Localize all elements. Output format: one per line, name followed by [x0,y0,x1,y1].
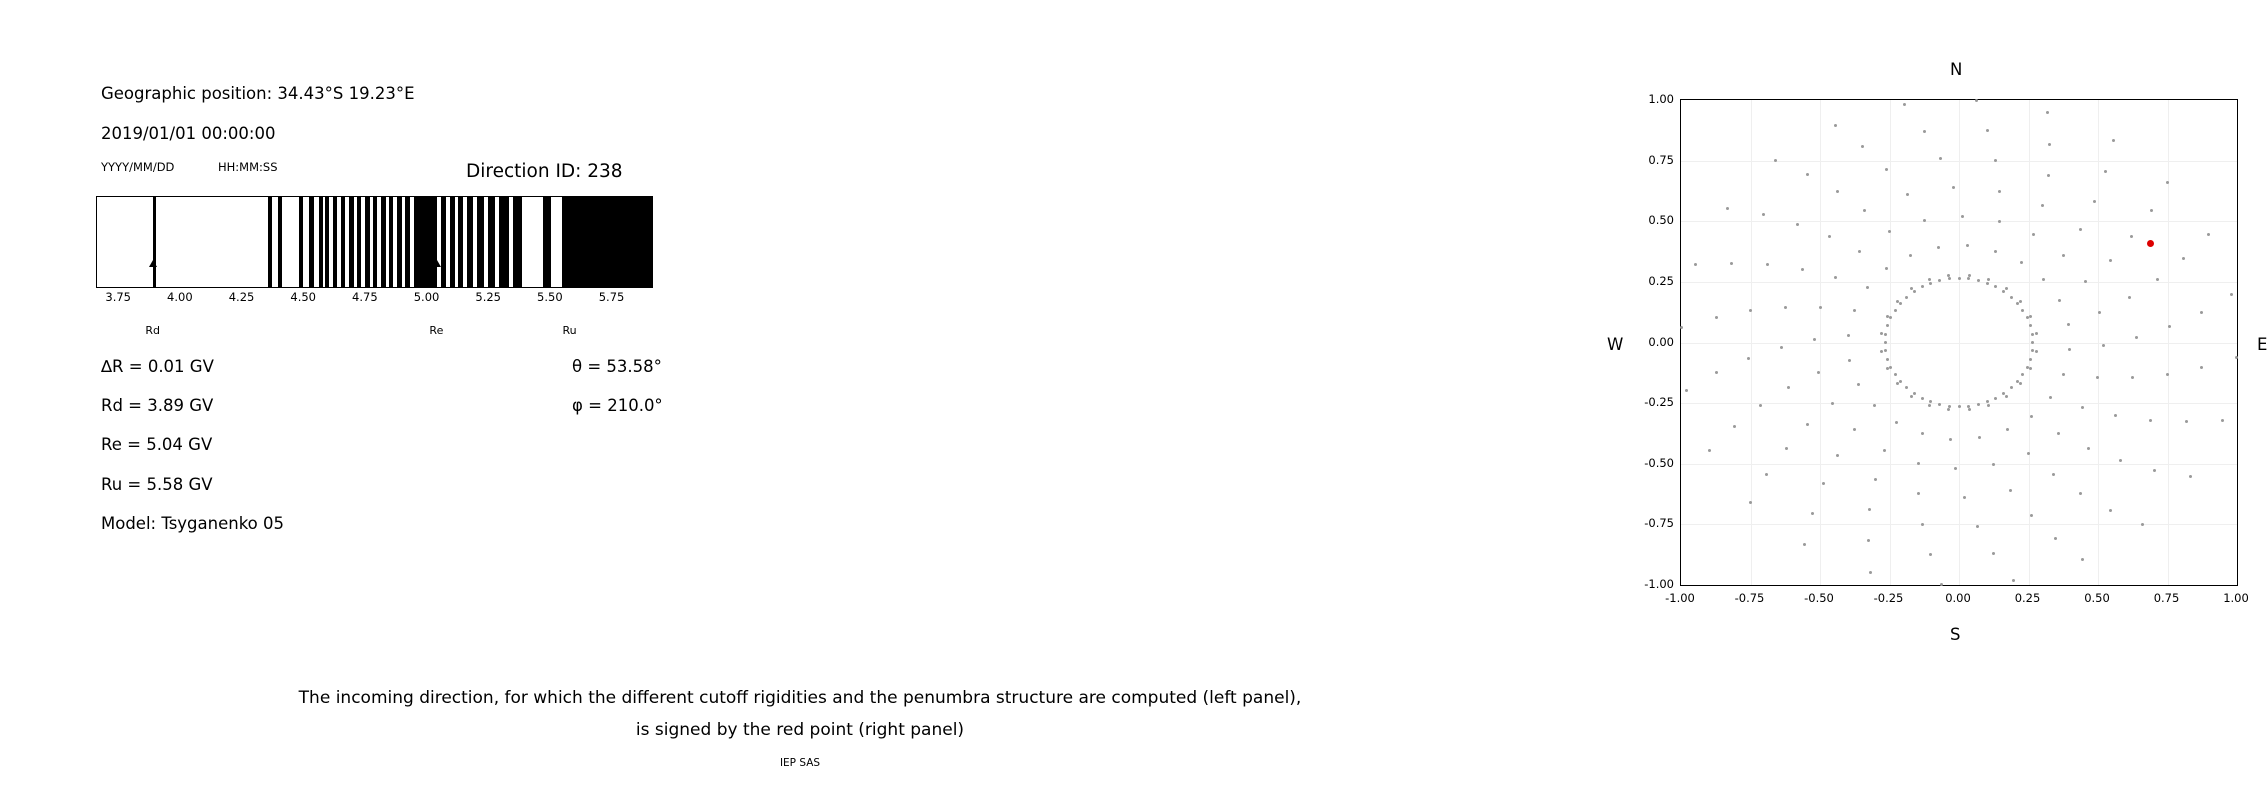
direction-point [2168,325,2171,328]
y-axis-ticks [1620,92,1680,591]
direction-point [2150,209,2153,212]
x-axis-ticks [1665,587,2249,617]
caption-line-1: The incoming direction, for which the different cutoff rigidities and the penumbra structure are computed (left panel), [298,688,1302,708]
direction-point [2149,419,2152,422]
marker-label-re: Re [429,324,444,337]
direction-point [2005,395,2008,398]
penumbra-band [349,197,354,287]
direction-point [2049,396,2052,399]
y-tick-label: -0.75 [1644,516,1674,531]
direction-point [1883,449,1886,452]
direction-point [1954,467,1957,470]
direction-point [1885,168,1888,171]
direction-point [1998,220,2001,223]
penumbra-band [325,197,329,287]
direction-point [1968,274,1971,277]
caption-line-2: is signed by the red point (right panel) [635,720,965,740]
direction-point [2009,489,2012,492]
direction-point [2200,311,2203,314]
direction-point [1967,405,1970,408]
credit-label: IEP SAS [779,757,821,769]
penumbra-band [278,197,282,287]
direction-point [1947,274,1950,277]
direction-point [1762,213,1765,216]
direction-point [2031,333,2034,336]
penumbra-tick-label: 3.75 [105,290,131,304]
direction-point [1896,382,1899,385]
direction-point [2156,278,2159,281]
direction-point [1921,523,1924,526]
x-tick-label: -0.25 [1873,591,1904,605]
direction-point [2062,373,2065,376]
x-tick-label: -0.50 [1804,591,1834,605]
y-tick-label: -0.50 [1644,455,1674,470]
x-tick-label: 0.25 [2014,591,2041,605]
gridline-horizontal [1681,343,2237,344]
penumbra-band [397,197,402,287]
direction-point [1853,309,1856,312]
direction-point [1848,359,1851,362]
time-format-label: HH:MM:SS [218,160,278,174]
direction-point [1780,346,1783,349]
direction-point [1819,306,1822,309]
direction-point [1899,302,1902,305]
direction-point [2027,452,2030,455]
penumbra-tick-label: 5.50 [537,290,563,304]
direction-point [2021,309,2024,312]
direction-point [1929,553,1932,556]
penumbra-band [373,197,377,287]
direction-point [2058,299,2061,302]
direction-point [2005,287,2008,290]
direction-point [2031,341,2034,344]
direction-point [1889,366,1892,369]
direction-point [1866,286,1869,289]
direction-point [2093,200,2096,203]
penumbra-tick-label: 4.75 [352,290,378,304]
direction-point [1828,235,1831,238]
direction-point [2131,376,2134,379]
penumbra-band [319,197,323,287]
direction-point [1836,190,1839,193]
penumbra-tick-label: 5.75 [598,290,625,304]
direction-point [1963,496,1966,499]
direction-point [1884,333,1887,336]
geographic-position: Geographic position: 34.43°S 19.23°E [101,84,415,103]
direction-point [2098,311,2101,314]
direction-point [2079,228,2082,231]
x-tick-label: 1.00 [2223,591,2249,605]
direction-point [2109,509,2112,512]
direction-point [1976,525,1979,528]
penumbra-tick-label: 4.50 [290,290,316,304]
direction-point [1863,209,1866,212]
direction-point [1917,492,1920,495]
direction-point [1803,543,1806,546]
penumbra-band [341,197,345,287]
direction-point [1759,404,1762,407]
penumbra-band [405,197,410,287]
direction-point [1784,306,1787,309]
direction-point [1857,383,1860,386]
stat-model: Model: Tsyganenko 05 [101,514,285,533]
direction-point [2031,349,2034,352]
direction-point [2067,323,2070,326]
direction-point [1958,277,1961,280]
direction-point [2068,348,2071,351]
y-tick-label: 1.00 [1648,92,1674,106]
penumbra-band [458,197,463,287]
direction-point [1813,338,1816,341]
penumbra-band [477,197,484,287]
direction-point [2030,514,2033,517]
direction-point [1888,230,1891,233]
direction-point [1978,436,1981,439]
direction-point [2102,344,2105,347]
direction-point [1952,186,1955,189]
direction-point [1948,405,1951,408]
compass-south: S [1950,625,1961,644]
direction-point [2019,300,2022,303]
direction-point [1894,373,1897,376]
date-format-label: YYYY/MM/DD [101,160,175,174]
direction-point [1923,219,1926,222]
direction-point [1966,244,1969,247]
direction-point [2114,414,2117,417]
penumbra-band [441,197,446,287]
direction-point [1880,332,1883,335]
direction-point [2079,492,2082,495]
penumbra-band [357,197,361,287]
direction-point [1910,395,1913,398]
stat-rd: Rd = 3.89 GV [101,396,214,415]
direction-point [1949,438,1952,441]
gridline-vertical [2098,100,2099,585]
direction-point [1715,371,1718,374]
direction-point [1806,173,1809,176]
penumbra-band [488,197,495,287]
direction-point [1998,190,2001,193]
direction-point [2109,259,2112,262]
direction-point [2104,170,2107,173]
datetime-value: 2019/01/01 00:00:00 [101,124,276,143]
direction-point [2020,261,2023,264]
direction-point [1853,428,1856,431]
direction-point [2081,406,2084,409]
direction-point [1938,403,1941,406]
penumbra-tick-label: 5.00 [413,290,440,304]
stat-re: Re = 5.04 GV [101,435,213,454]
x-tick-label: -1.00 [1665,591,1695,605]
direction-point [2141,523,2144,526]
direction-point [2207,233,2210,236]
direction-point [2084,280,2087,283]
direction-point [2182,257,2185,260]
direction-point [1730,262,1733,265]
direction-point [2016,302,2019,305]
gridline-vertical [2168,100,2169,585]
penumbra-band [309,197,314,287]
direction-point [2087,447,2090,450]
direction-point [1905,386,1908,389]
direction-point [1906,193,1909,196]
direction-point [1685,389,1688,392]
direction-point [1861,145,1864,148]
marker-arrow-ru [570,260,571,288]
penumbra-band [381,197,386,287]
direction-point [2221,419,2224,422]
direction-point [2081,558,2084,561]
direction-point [2029,367,2032,370]
direction-point [1987,278,1990,281]
penumbra-band [333,197,338,287]
direction-point [2035,350,2038,353]
y-tick-label: -0.25 [1644,395,1674,410]
direction-point [1822,482,1825,485]
direction-point [2021,373,2024,376]
direction-point [1874,478,1877,481]
direction-point [1967,277,1970,280]
direction-point [1994,397,1997,400]
direction-point [1929,282,1932,285]
y-tick-label: 0.75 [1648,152,1674,167]
gridline-vertical [2029,100,2030,585]
direction-point [2046,111,2049,114]
direction-point [1886,315,1889,318]
penumbra-band [389,197,393,287]
stat-theta: θ = 53.58° [572,357,662,376]
direction-point [2035,332,2038,335]
left-panel [0,0,760,660]
direction-point [1940,583,1943,586]
direction-point [1986,282,1989,285]
direction-point [1880,350,1883,353]
direction-point [1884,341,1887,344]
direction-point [1749,309,1752,312]
direction-point [1787,386,1790,389]
direction-point [1834,276,1837,279]
direction-point [1680,326,1683,329]
direction-point [1994,285,1997,288]
direction-point [1905,296,1908,299]
penumbra-band [365,197,370,287]
penumbra-tick-label: 4.00 [167,290,193,304]
direction-point [2030,415,2033,418]
direction-point [1994,159,1997,162]
asymptotic-directions-plot [1680,99,2238,586]
direction-point [2130,235,2133,238]
right-panel [780,0,2267,660]
direction-point [1913,290,1916,293]
direction-point [2042,278,2045,281]
direction-point [1886,367,1889,370]
direction-point [2189,475,2192,478]
direction-point [1986,129,1989,132]
compass-east: E [2257,335,2267,354]
direction-point [1831,402,1834,405]
direction-point [2029,324,2032,327]
direction-point [2032,233,2035,236]
direction-point [1894,309,1897,312]
direction-point [1968,408,1971,411]
direction-point [1885,267,1888,270]
direction-point [1834,124,1837,127]
penumbra-band [450,197,455,287]
direction-point [1895,421,1898,424]
gridline-horizontal [1681,161,2237,162]
direction-point [2128,296,2131,299]
direction-id-label: Direction ID: 238 [466,161,623,182]
direction-point [1948,277,1951,280]
direction-point [1921,285,1924,288]
direction-point [1994,250,1997,253]
direction-point [1694,263,1697,266]
direction-point [1977,279,1980,282]
direction-point [2054,537,2057,540]
marker-arrow-re [436,260,437,288]
direction-point [1921,432,1924,435]
direction-point [1889,316,1892,319]
direction-point [2112,139,2115,142]
stat-phi: φ = 210.0° [572,396,663,415]
gridline-horizontal [1681,221,2237,222]
direction-point [2041,204,2044,207]
direction-point [1909,254,1912,257]
penumbra-band [467,197,473,287]
direction-point [1958,405,1961,408]
direction-point [2029,358,2032,361]
direction-point [2010,296,2013,299]
direction-point [1961,215,1964,218]
direction-point [2010,386,2013,389]
direction-point [1715,316,1718,319]
direction-point [1733,425,1736,428]
direction-point [1928,278,1931,281]
direction-point [1766,263,1769,266]
direction-point [1726,207,1729,210]
penumbra-band [299,197,303,287]
direction-point [1977,403,1980,406]
penumbra-band [268,197,272,287]
direction-point [1987,404,1990,407]
penumbra-band [513,197,523,287]
direction-point [2119,459,2122,462]
direction-point [1801,268,1804,271]
direction-point [1708,449,1711,452]
direction-point [1774,159,1777,162]
direction-point [1868,508,1871,511]
direction-point [1899,380,1902,383]
direction-point [1873,404,1876,407]
penumbra-tick-label: 4.25 [228,290,255,304]
penumbra-band [414,197,437,287]
gridline-horizontal [1681,282,2237,283]
direction-point [2048,143,2051,146]
direction-point [2166,373,2169,376]
direction-point [1921,397,1924,400]
direction-point [1975,99,1978,102]
direction-point [2029,315,2032,318]
direction-point [2057,432,2060,435]
direction-point [1811,512,1814,515]
penumbra-markers [96,288,653,348]
direction-point [2026,366,2029,369]
direction-point [1806,423,1809,426]
direction-point [1992,552,1995,555]
direction-point [1847,334,1850,337]
direction-point [1937,246,1940,249]
stat-delta-r: ∆R = 0.01 GV [101,357,214,376]
y-tick-label: 0.25 [1648,273,1674,288]
direction-point [2200,366,2203,369]
marker-arrow-rd [153,260,154,288]
marker-label-rd: Rd [145,324,161,337]
marker-label-ru: Ru [562,324,577,337]
direction-point [1858,250,1861,253]
y-tick-label: 0.00 [1648,334,1674,349]
direction-point [1867,539,1870,542]
penumbra-band [543,197,550,287]
penumbra-band [499,197,509,287]
direction-point [1903,103,1906,106]
direction-point [2006,428,2009,431]
y-tick-label: 0.50 [1648,213,1674,228]
highlighted-direction-point [2147,240,2154,247]
x-tick-label: 0.50 [2084,591,2110,605]
direction-point [2012,579,2015,582]
stat-ru: Ru = 5.58 GV [101,475,213,494]
direction-point [2185,420,2188,423]
direction-point [2002,290,2005,293]
direction-point [1923,130,1926,133]
direction-point [1785,447,1788,450]
penumbra-tick-label: 5.25 [475,290,501,304]
direction-point [1869,571,1872,574]
direction-point [1928,404,1931,407]
direction-point [1947,408,1950,411]
compass-north: N [1950,60,1963,79]
direction-point [1836,454,1839,457]
direction-point [1992,463,1995,466]
direction-point [2230,293,2233,296]
direction-point [2166,181,2169,184]
direction-point [1796,223,1799,226]
x-tick-label: 0.75 [2153,591,2180,605]
direction-point [1913,392,1916,395]
direction-point [1884,349,1887,352]
x-tick-label: 0.00 [1945,591,1971,605]
penumbra-band [562,197,652,287]
y-tick-label: -1.00 [1644,577,1674,591]
compass-west: W [1607,335,1624,354]
x-tick-label: -0.75 [1734,591,1765,605]
direction-point [2052,473,2055,476]
direction-point [1765,473,1768,476]
direction-point [2019,382,2022,385]
direction-point [2153,469,2156,472]
direction-point [2047,174,2050,177]
direction-point [2062,254,2065,257]
direction-point [2235,356,2238,359]
direction-point [2135,336,2138,339]
